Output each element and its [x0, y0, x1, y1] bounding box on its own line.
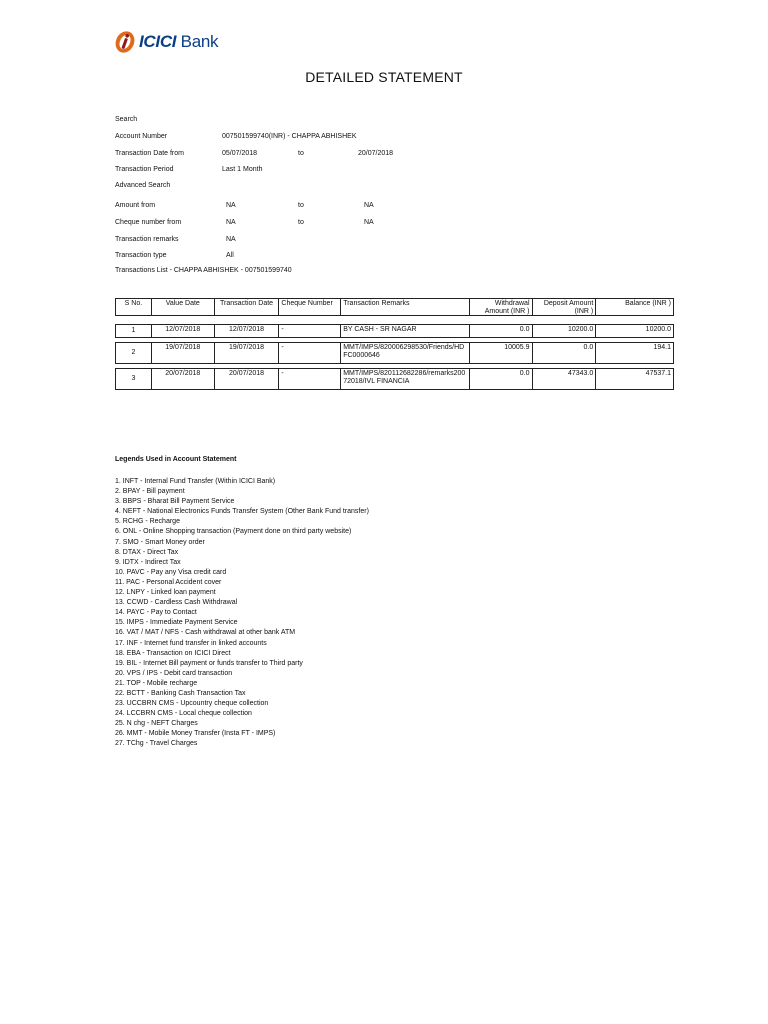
legends-title: Legends Used in Account Statement — [115, 456, 237, 463]
cheque-to-label: to — [298, 219, 304, 226]
cell-withdrawal: 10005.9 — [470, 343, 533, 363]
cell-cheque: - — [279, 369, 341, 389]
cell-balance: 10200.0 — [645, 326, 671, 333]
list-item: 27. TChg - Travel Charges — [115, 740, 198, 748]
remarks-label: Transaction remarks — [115, 236, 179, 243]
header-deposit: Deposit Amount (INR ) — [533, 299, 597, 315]
advanced-search-heading: Advanced Search — [115, 182, 171, 189]
legend-list — [115, 477, 369, 750]
amount-to-value: NA — [364, 202, 374, 209]
header-sno: S No. — [116, 299, 152, 315]
list-item: 17. INF - Internet fund transfer in linked accounts — [115, 639, 267, 647]
list-item: 13. CCWD - Cardless Cash Withdrawal — [115, 599, 238, 607]
date-to-value: 20/07/2018 — [358, 150, 394, 157]
cheque-from-value: NA — [226, 219, 236, 226]
table-row — [115, 368, 674, 390]
header-txn-date: Transaction Date — [215, 299, 280, 315]
cell-value-date: 20/07/2018 — [152, 369, 215, 389]
cell-value-date: 19/07/2018 — [152, 343, 215, 363]
cell-txn-date: 19/07/2018 — [215, 343, 280, 363]
cheque-from-label: Cheque number from — [115, 219, 182, 226]
list-item: 24. LCCBRN CMS - Local cheque collection — [115, 710, 252, 718]
list-item: 10. PAVC - Pay any Visa credit card — [115, 568, 227, 576]
amount-from-value: NA — [226, 202, 236, 209]
logo-wordmark — [139, 32, 218, 52]
cell-sno: 3 — [116, 369, 152, 389]
period-value: Last 1 Month — [222, 166, 263, 173]
remarks-value: NA — [226, 236, 236, 243]
cell-cheque: - — [279, 343, 341, 363]
cell-deposit: 0.0 — [533, 343, 597, 363]
list-item: 8. DTAX - Direct Tax — [115, 548, 179, 556]
cell-value-date: 12/07/2018 — [152, 325, 215, 337]
cell-balance: 47537.1 — [645, 370, 671, 377]
list-item: 12. LNPY - Linked loan payment — [115, 589, 216, 597]
list-item: 2. BPAY - Bill payment — [115, 488, 185, 496]
date-from-value: 05/07/2018 — [222, 150, 258, 157]
list-item: 15. IMPS - Immediate Payment Service — [115, 619, 238, 627]
account-number-value: 007501599740(INR) - CHAPPA ABHISHEK — [222, 133, 357, 140]
cell-withdrawal: 0.0 — [470, 369, 533, 389]
table-row — [115, 342, 674, 364]
search-heading: Search — [115, 116, 138, 123]
table-header — [115, 298, 674, 316]
cell-withdrawal: 0.0 — [470, 325, 533, 337]
logo-suffix: Bank — [180, 32, 219, 51]
date-from-label: Transaction Date from — [115, 150, 184, 157]
table-row — [115, 324, 674, 338]
bank-logo — [114, 30, 218, 54]
period-label: Transaction Period — [115, 166, 174, 173]
cell-txn-date: 12/07/2018 — [215, 325, 280, 337]
list-item: 6. ONL - Online Shopping transaction (Payment done on third party website) — [115, 528, 352, 536]
list-item: 16. VAT / MAT / NFS - Cash withdrawal at other bank ATM — [115, 629, 296, 637]
cell-cheque: - — [279, 325, 341, 337]
header-value-date: Value Date — [152, 299, 215, 315]
list-item: 25. N chg - NEFT Charges — [115, 720, 198, 728]
cell-txn-date: 20/07/2018 — [215, 369, 280, 389]
date-to-label: to — [298, 150, 304, 157]
cell-remarks: BY CASH - SR NAGAR — [341, 325, 470, 337]
transactions-list-label: Transactions List - CHAPPA ABHISHEK - 007501599740 — [115, 267, 292, 274]
amount-from-label: Amount from — [115, 202, 156, 209]
cell-sno: 2 — [116, 343, 152, 363]
txn-type-value: All — [226, 252, 234, 259]
list-item: 5. RCHG - Recharge — [115, 518, 180, 526]
list-item: 4. NEFT - National Electronics Funds Transfer System (Other Bank Fund transfer) — [115, 508, 369, 516]
cell-remarks: MMT/IMPS/820112682286/remarks20072018/IVL FINANCIA — [341, 369, 470, 389]
cheque-to-value: NA — [364, 219, 374, 226]
list-item: 7. SMO - Smart Money order — [115, 538, 205, 546]
list-item: 26. MMT - Mobile Money Transfer (Insta FT - IMPS) — [115, 730, 276, 738]
cell-balance: 194.1 — [653, 344, 671, 351]
list-item: 18. EBA - Transaction on ICICI Direct — [115, 649, 231, 657]
icici-logo-icon — [114, 30, 136, 54]
list-item: 22. BCTT - Banking Cash Transaction Tax — [115, 689, 246, 697]
list-item: 14. PAYC - Pay to Contact — [115, 609, 197, 617]
list-item: 11. PAC - Personal Accident cover — [115, 578, 222, 586]
header-withdrawal: Withdrawal Amount (INR ) — [470, 299, 533, 315]
cell-remarks: MMT/IMPS/820006298530/Friends/HDFC0000646 — [341, 343, 470, 363]
list-item: 23. UCCBRN CMS - Upcountry cheque collection — [115, 700, 269, 708]
cell-deposit: 47343.0 — [533, 369, 597, 389]
account-number-label: Account Number — [115, 133, 168, 140]
cell-sno: 1 — [116, 325, 152, 337]
header-balance: Balance (INR ) — [625, 300, 671, 307]
page-title: DETAILED STATEMENT — [305, 69, 463, 85]
list-item: 3. BBPS - Bharat Bill Payment Service — [115, 498, 235, 506]
list-item: 21. TOP - Mobile recharge — [115, 679, 198, 687]
header-remarks: Transaction Remarks — [341, 299, 470, 315]
list-item: 20. VPS / IPS - Debit card transaction — [115, 669, 233, 677]
txn-type-label: Transaction type — [115, 252, 167, 259]
amount-to-label: to — [298, 202, 304, 209]
cell-deposit: 10200.0 — [533, 325, 597, 337]
logo-name: ICICI — [139, 32, 177, 51]
list-item: 19. BIL - Internet Bill payment or funds transfer to Third party — [115, 659, 303, 667]
header-cheque: Cheque Number — [279, 299, 341, 315]
list-item: 1. INFT - Internal Fund Transfer (Within ICICI Bank) — [115, 478, 276, 485]
list-item: 9. IDTX - Indirect Tax — [115, 558, 181, 566]
